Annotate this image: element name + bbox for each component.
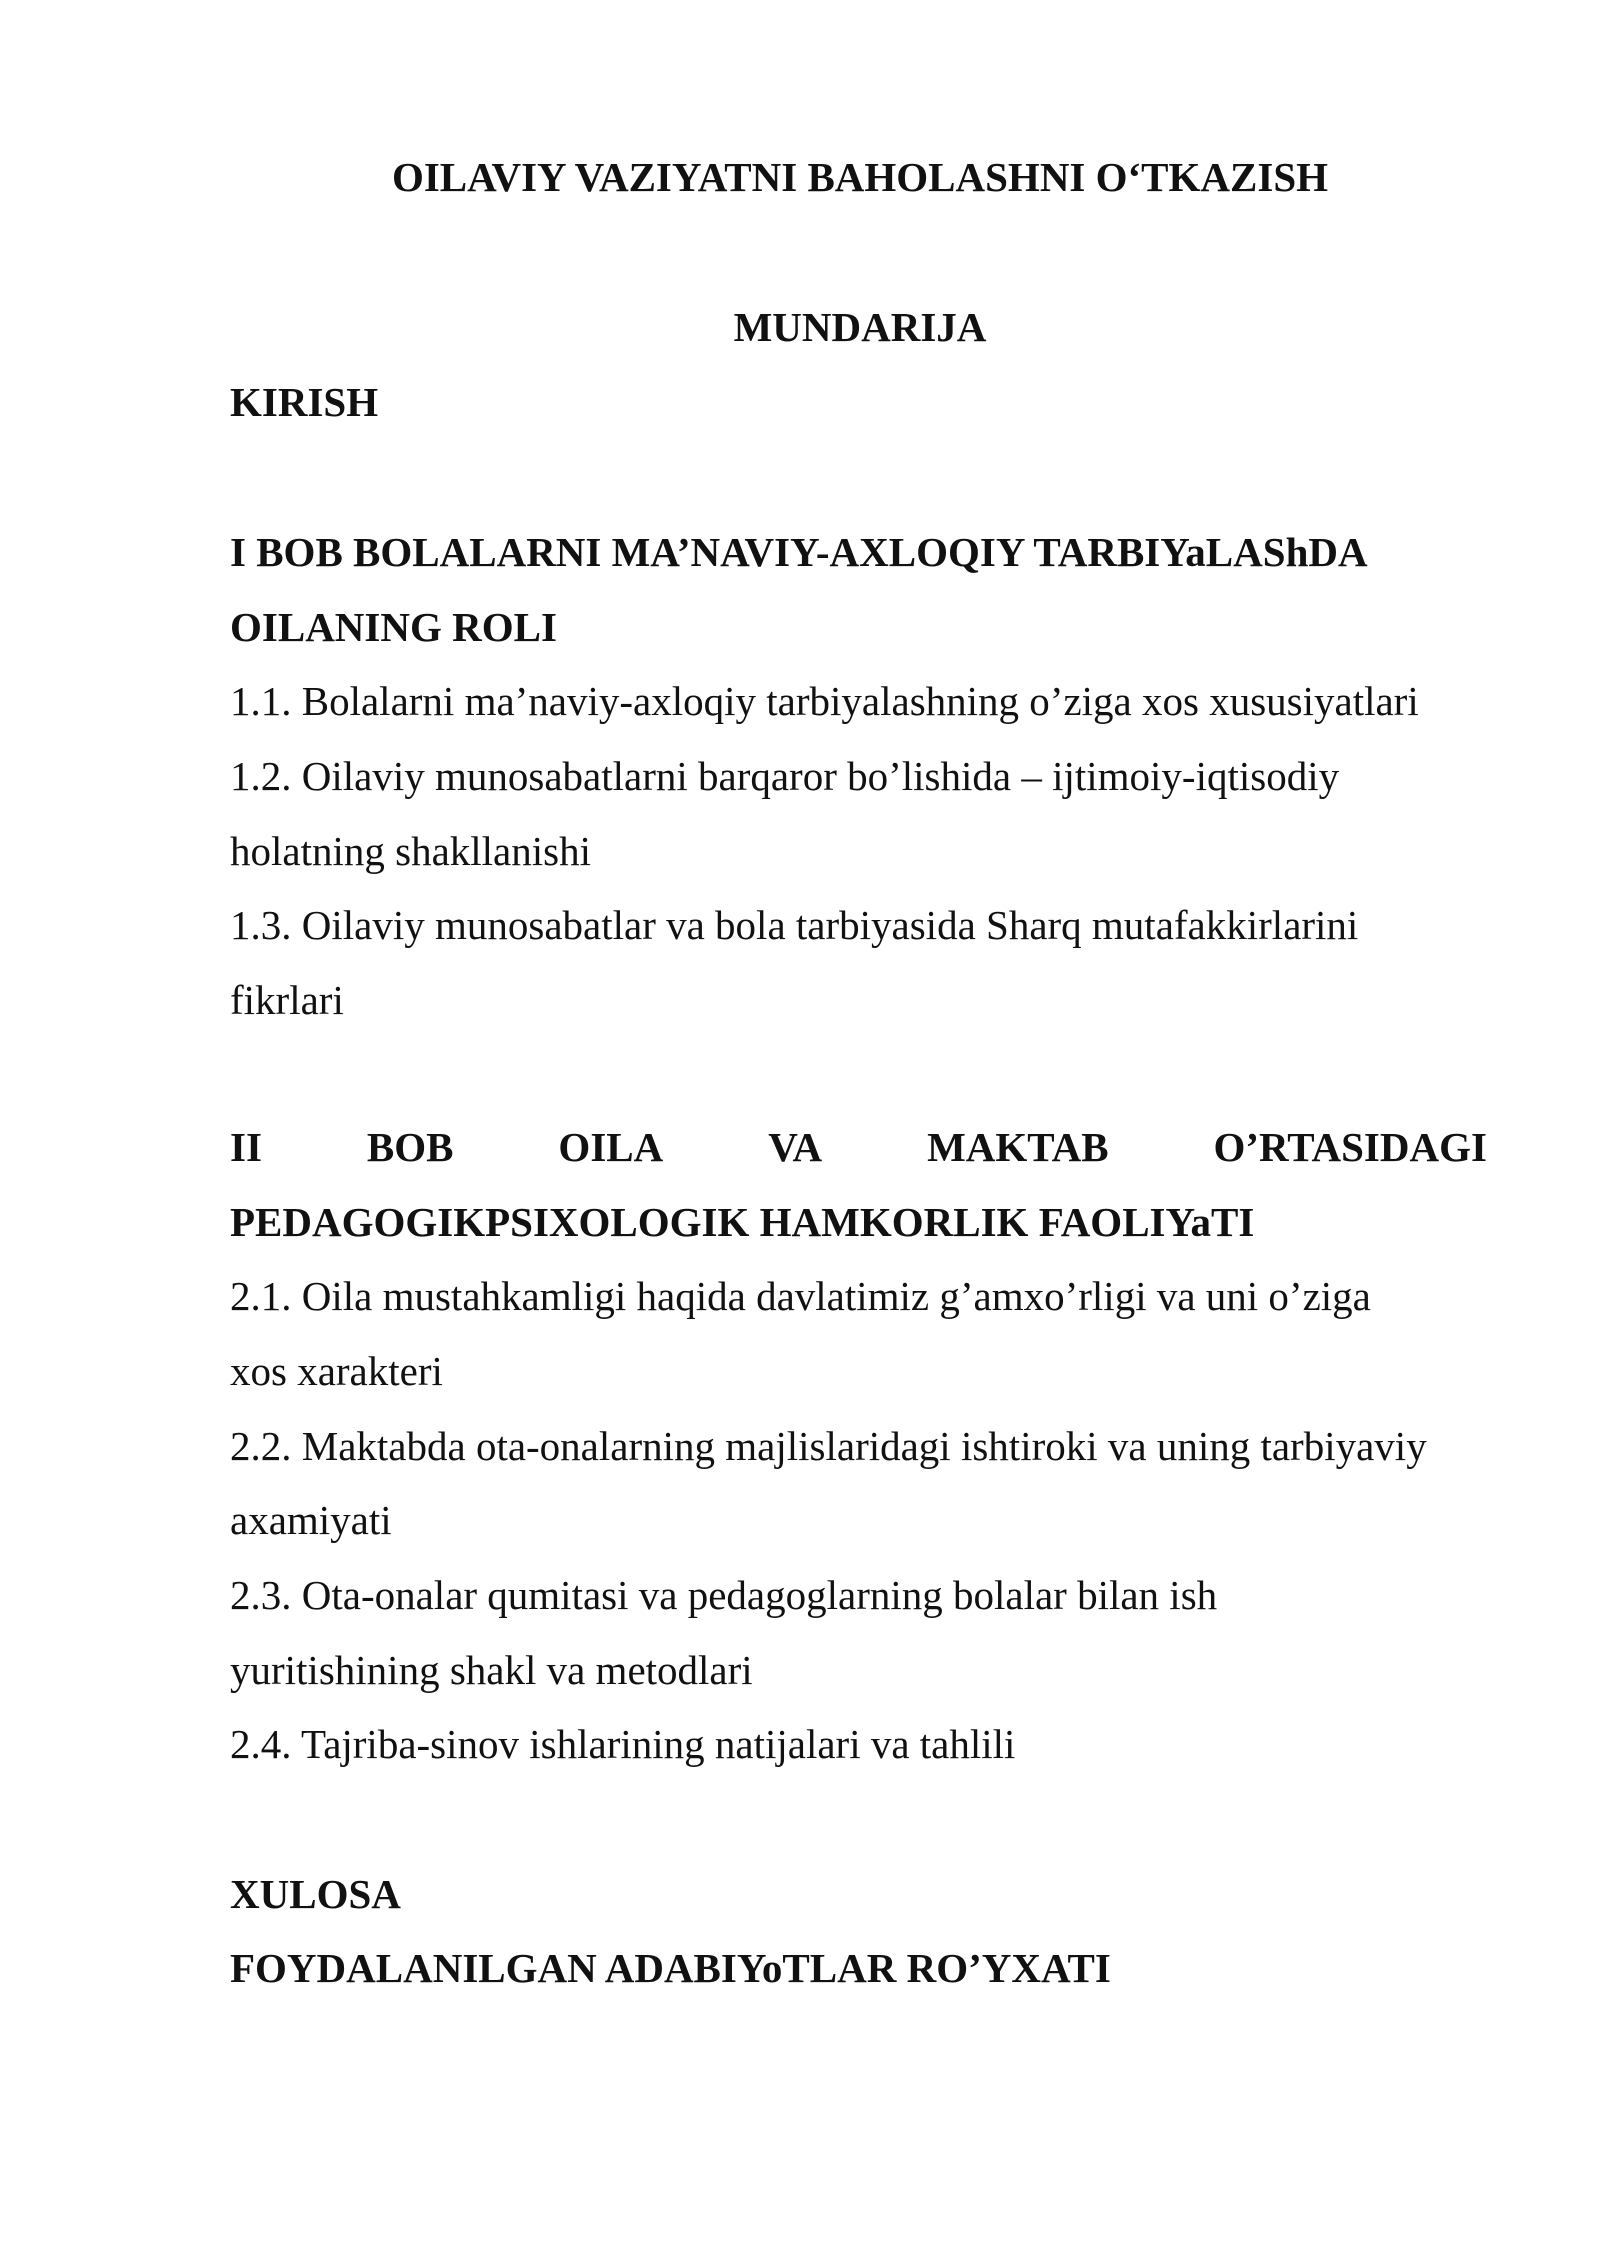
chapter-2-word: MAKTAB xyxy=(927,1124,1109,1170)
toc-section-2-2: 2.2. Maktabda ota-onalarning majlislaridagi ishtiroki va uning tarbiyaviy xyxy=(230,1423,1427,1469)
chapter-2-title-line-2: PEDAGOGIKPSIXOLOGIK HAMKORLIK FAOLIYaTI xyxy=(230,1199,1255,1245)
toc-section-2-1-cont: xos xarakteri xyxy=(230,1348,443,1394)
document-title: OILAVIY VAZIYATNI BAHOLASHNI O‘TKAZISH xyxy=(391,154,1329,200)
chapter-2-word: OILA xyxy=(558,1124,664,1170)
chapter-2-word: II xyxy=(230,1124,262,1170)
toc-conclusion: XULOSA xyxy=(230,1871,401,1917)
chapter-2-word: O’RTASIDAGI xyxy=(1213,1124,1487,1170)
toc-section-1-3: 1.3. Oilaviy munosabatlar va bola tarbiyasida Sharq mutafakkirlarini xyxy=(230,902,1359,948)
chapter-2-title-line-1 xyxy=(230,1124,1487,1170)
toc-intro: KIRISH xyxy=(230,379,379,425)
chapter-1-title-line-1: I BOB BOLALARNI MA’NAVIY-AXLOQIY TARBIYaLAShDA xyxy=(230,529,1368,575)
toc-section-2-4: 2.4. Tajriba-sinov ishlarining natijalari va tahlili xyxy=(230,1721,1016,1767)
contents-heading: MUNDARIJA xyxy=(733,304,987,350)
toc-section-1-3-cont: fikrlari xyxy=(230,977,344,1023)
toc-section-2-3: 2.3. Ota-onalar qumitasi va pedagoglarning bolalar bilan ish xyxy=(230,1572,1218,1618)
toc-section-1-2-cont: holatning shakllanishi xyxy=(230,828,591,874)
toc-section-2-3-cont: yuritishining shakl va metodlari xyxy=(230,1647,753,1693)
toc-references: FOYDALANILGAN ADABIYoTLAR RO’YXATI xyxy=(230,1945,1111,1991)
toc-section-2-2-cont: axamiyati xyxy=(230,1497,392,1543)
toc-section-1-1: 1.1. Bolalarni ma’naviy-axloqiy tarbiyalashning o’ziga xos xususiyatlari xyxy=(230,678,1419,724)
toc-section-2-1: 2.1. Oila mustahkamligi haqida davlatimiz g’amxo’rligi va uni o’ziga xyxy=(230,1273,1371,1319)
chapter-1-title-line-2: OILANING ROLI xyxy=(230,604,557,650)
chapter-2-word: BOB xyxy=(366,1124,454,1170)
toc-section-1-2: 1.2. Oilaviy munosabatlarni barqaror bo’lishida – ijtimoiy-iqtisodiy xyxy=(230,753,1340,799)
chapter-2-word: VA xyxy=(768,1124,823,1170)
